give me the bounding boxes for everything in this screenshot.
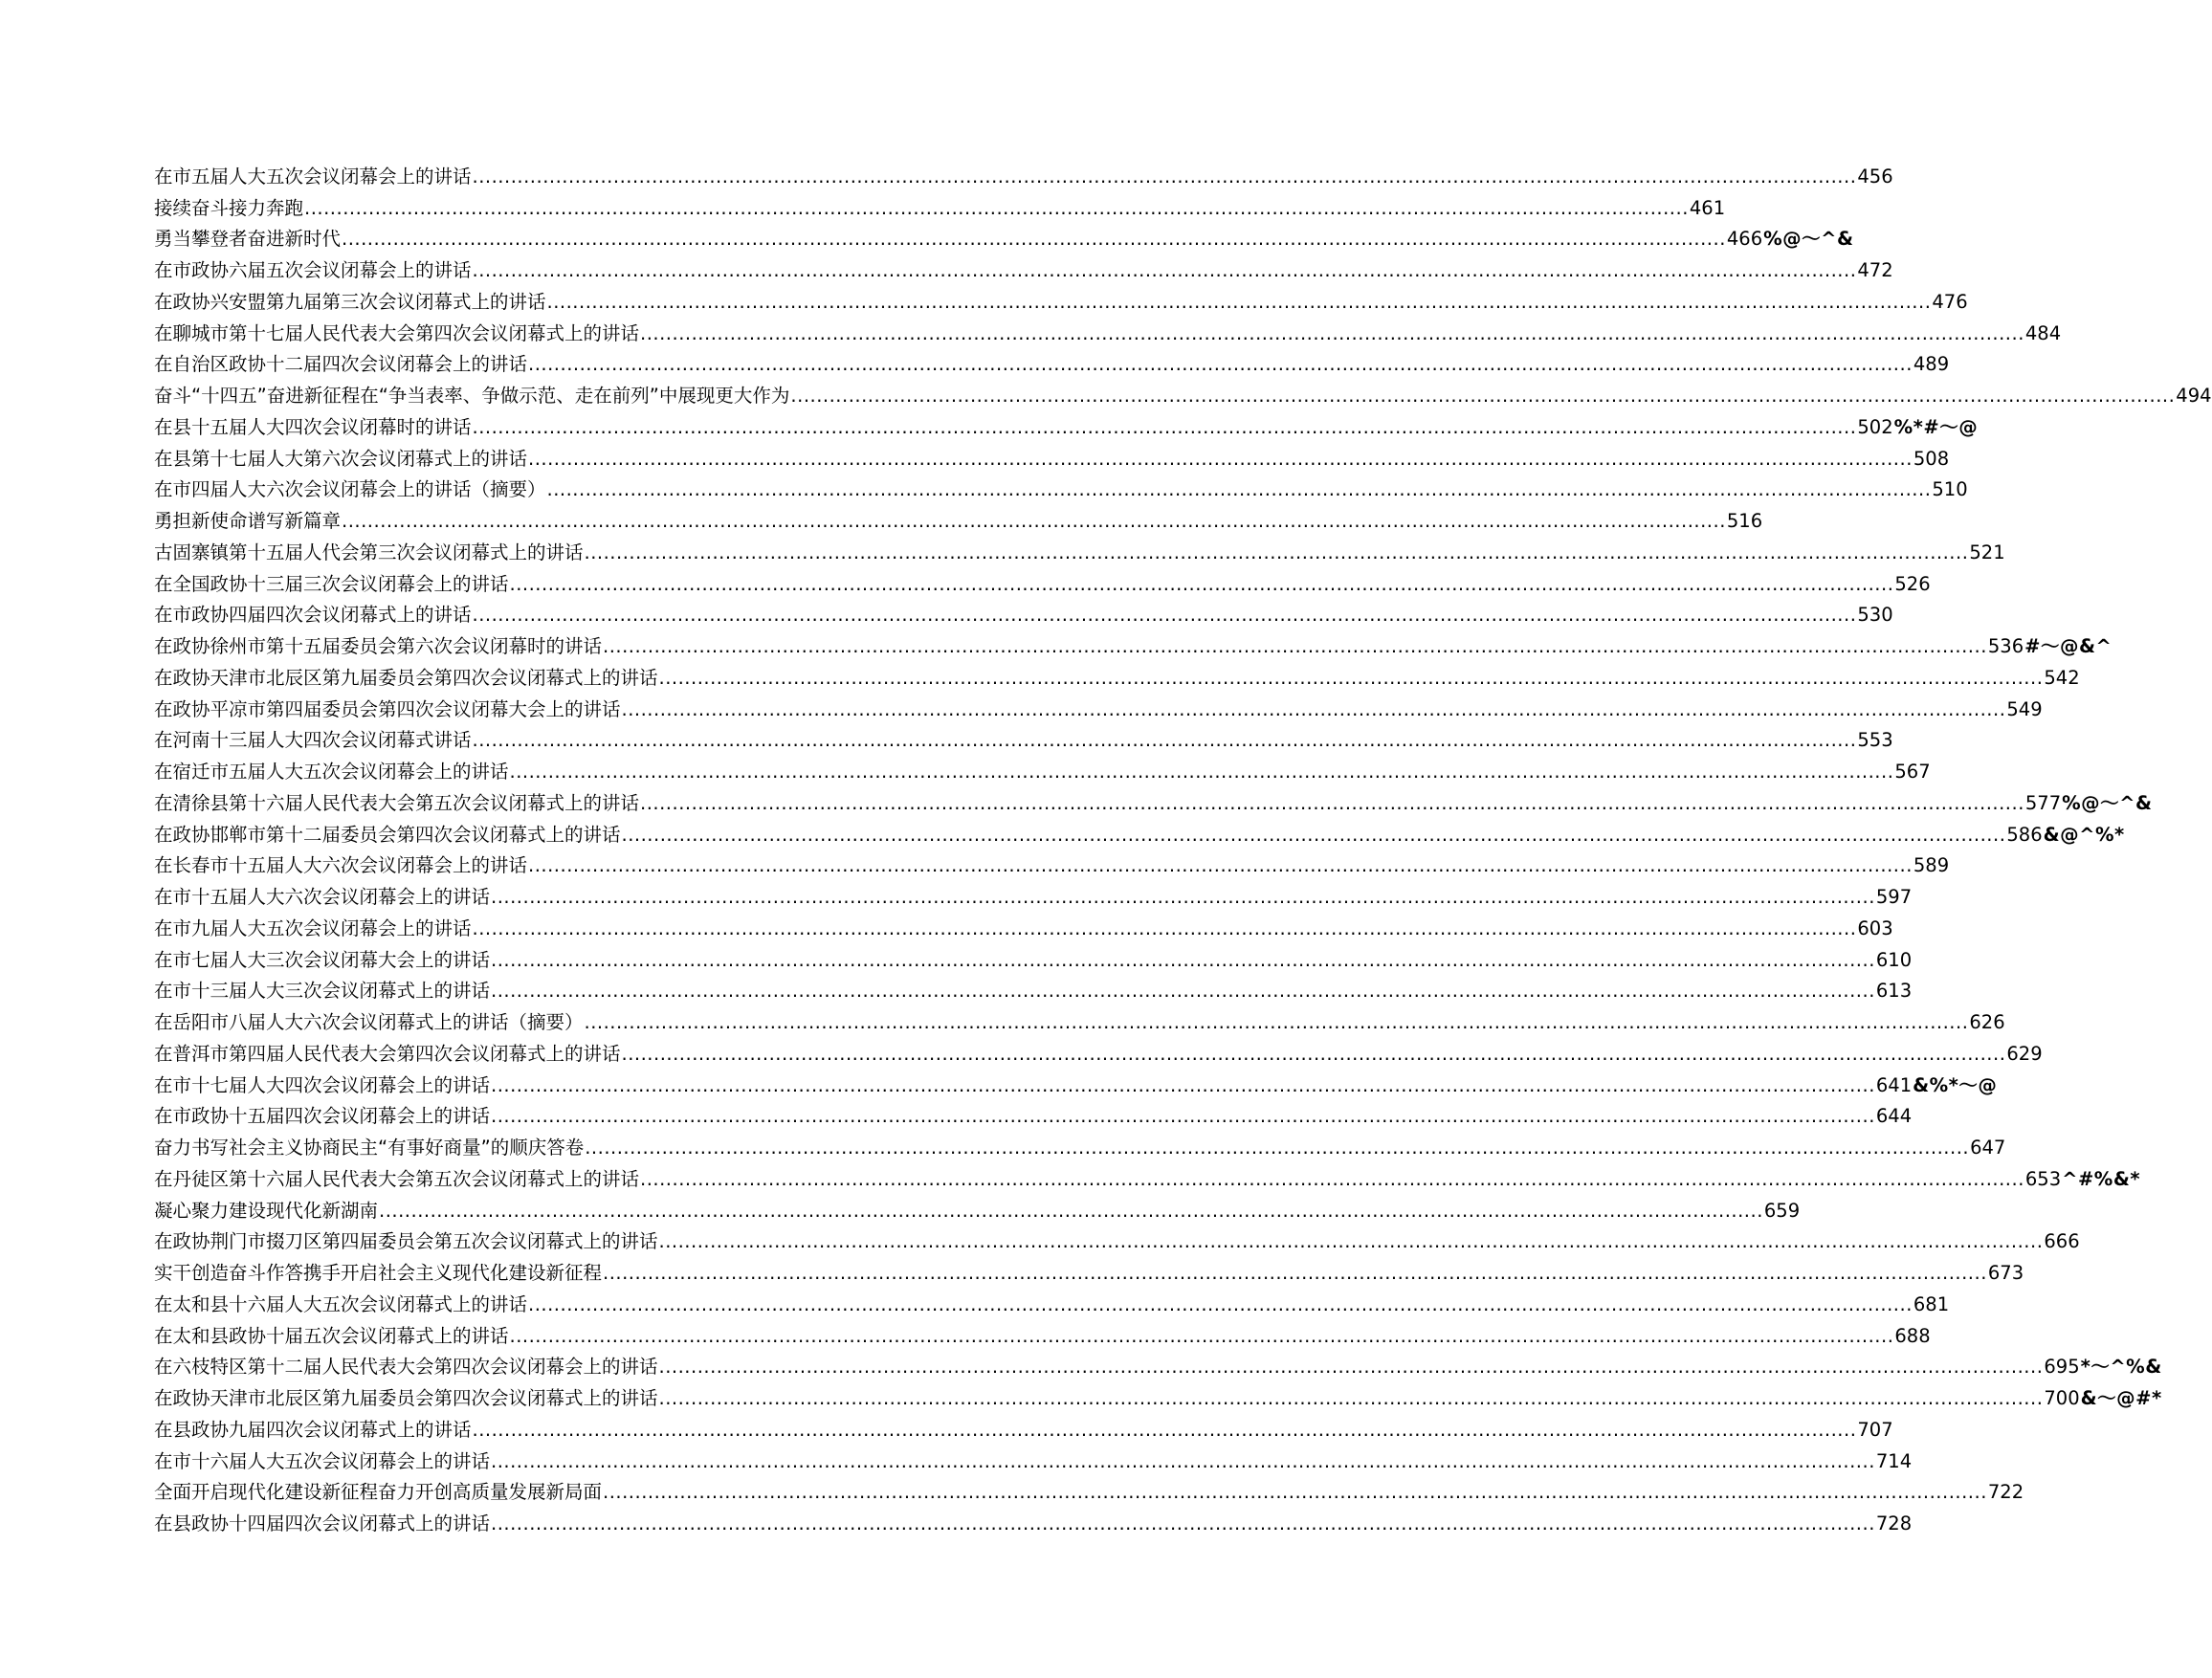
toc-dot-leader: ........................................................................................................................................................................................................................ — [546, 290, 1932, 313]
toc-entry-title: 在政协平凉市第四届委员会第四次会议闭幕大会上的讲话 — [154, 697, 621, 720]
toc-entry-title: 在政协天津市北辰区第九届委员会第四次会议闭幕式上的讲话 — [154, 1387, 658, 1409]
toc-entry[interactable] — [154, 251, 1893, 282]
toc-entry-marker: &@^%* — [2043, 823, 2125, 846]
toc-entry-title: 在普洱市第四届人民代表大会第四次会议闭幕式上的讲话 — [154, 1042, 621, 1065]
toc-entry-title: 奋斗“十四五”奋进新征程在“争当表率、争做示范、走在前列”中展现更大作为 — [154, 385, 790, 407]
toc-entry-title: 在政协徐州市第十五届委员会第六次会议闭幕时的讲话 — [154, 635, 603, 657]
toc-entry-title: 在市十五届人大六次会议闭幕会上的讲话 — [154, 886, 491, 908]
toc-dot-leader: ........................................................................................................................................................................................................................ — [658, 1356, 2044, 1379]
toc-entry-title: 勇担新使命谱写新篇章 — [154, 510, 342, 532]
toc-entry-page-number: 484 — [2024, 321, 2062, 344]
toc-entry[interactable] — [154, 1128, 2006, 1159]
toc-entry-page-number: 673 — [1987, 1262, 2024, 1284]
toc-entry-page-number: 508 — [1913, 447, 1950, 470]
toc-entry[interactable] — [154, 909, 1893, 940]
toc-entry-title: 在市政协四届四次会议闭幕式上的讲话 — [154, 604, 472, 627]
toc-entry-title: 在聊城市第十七届人民代表大会第四次会议闭幕式上的讲话 — [154, 321, 640, 344]
toc-dot-leader: ........................................................................................................................................................................................................................ — [342, 228, 1726, 251]
toc-entry[interactable] — [154, 721, 1893, 753]
toc-entry-title: 在宿迁市五届人大五次会议闭幕会上的讲话 — [154, 761, 509, 783]
table-of-contents — [154, 157, 2212, 1535]
toc-entry[interactable] — [154, 1066, 1998, 1097]
toc-entry-marker: %@～^& — [1763, 228, 1854, 251]
toc-dot-leader: ........................................................................................................................................................................................................................ — [640, 1167, 2024, 1190]
toc-dot-leader: ........................................................................................................................................................................................................................ — [491, 1073, 1875, 1096]
toc-entry[interactable] — [154, 157, 1893, 188]
toc-entry[interactable] — [154, 376, 2212, 408]
toc-entry-page-number: 536 — [1987, 635, 2024, 657]
toc-entry-title: 在市五届人大五次会议闭幕会上的讲话 — [154, 165, 472, 188]
toc-entry-title: 在六枝特区第十二届人民代表大会第四次会议闭幕会上的讲话 — [154, 1356, 658, 1379]
toc-entry[interactable] — [154, 784, 2153, 815]
toc-dot-leader: ........................................................................................................................................................................................................................ — [658, 666, 2044, 689]
toc-entry-title: 在市七届人大三次会议闭幕大会上的讲话 — [154, 948, 491, 971]
toc-entry[interactable] — [154, 1034, 2043, 1066]
toc-entry-page-number: 695 — [2044, 1356, 2080, 1379]
toc-entry-title: 在全国政协十三届三次会议闭幕会上的讲话 — [154, 572, 509, 595]
toc-dot-leader: ........................................................................................................................................................................................................................ — [584, 1011, 1969, 1033]
toc-dot-leader: ........................................................................................................................................................................................................................ — [528, 353, 1913, 376]
toc-entry-title: 勇当攀登者奋进新时代 — [154, 228, 342, 251]
toc-entry[interactable] — [154, 220, 1854, 252]
toc-entry-title: 在市十六届人大五次会议闭幕会上的讲话 — [154, 1449, 491, 1472]
toc-entry-title: 在市四届人大六次会议闭幕会上的讲话（摘要） — [154, 478, 546, 501]
toc-dot-leader: ........................................................................................................................................................................................................................ — [528, 1292, 1913, 1315]
toc-entry-title: 在市政协十五届四次会议闭幕会上的讲话 — [154, 1105, 491, 1128]
toc-entry[interactable] — [154, 533, 2005, 564]
toc-entry-marker: *～^%& — [2080, 1356, 2162, 1379]
toc-entry[interactable] — [154, 564, 1931, 596]
toc-entry-page-number: 666 — [2044, 1230, 2080, 1253]
toc-entry-title: 在自治区政协十二届四次会议闭幕会上的讲话 — [154, 353, 528, 376]
toc-entry-title: 在清徐县第十六届人民代表大会第五次会议闭幕式上的讲话 — [154, 791, 640, 814]
toc-entry-title: 在市十七届人大四次会议闭幕会上的讲话 — [154, 1073, 491, 1096]
toc-entry[interactable] — [154, 1285, 1950, 1316]
toc-entry-title: 在丹徒区第十六届人民代表大会第五次会议闭幕式上的讲话 — [154, 1167, 640, 1190]
toc-dot-leader: ........................................................................................................................................................................................................................ — [621, 697, 2006, 720]
toc-entry-page-number: 510 — [1932, 478, 1968, 501]
toc-entry[interactable] — [154, 877, 1913, 909]
toc-entry-title: 在长春市十五届人大六次会议闭幕会上的讲话 — [154, 854, 528, 877]
toc-dot-leader: ........................................................................................................................................................................................................................ — [621, 823, 2006, 846]
toc-entry[interactable] — [154, 1003, 2005, 1034]
toc-entry-page-number: 728 — [1875, 1512, 1913, 1534]
toc-dot-leader: ........................................................................................................................................................................................................................ — [379, 1199, 1763, 1222]
toc-entry-page-number: 603 — [1857, 916, 1893, 939]
toc-entry-title: 在县政协十四届四次会议闭幕式上的讲话 — [154, 1512, 491, 1534]
toc-dot-leader: ........................................................................................................................................................................................................................ — [509, 572, 1894, 595]
toc-entry-title: 在河南十三届人大四次会议闭幕式讲话 — [154, 729, 472, 752]
toc-entry[interactable] — [154, 658, 2080, 690]
toc-entry-page-number: 644 — [1875, 1105, 1913, 1128]
toc-entry[interactable] — [154, 1348, 2162, 1380]
toc-entry-title: 在政协天津市北辰区第九届委员会第四次会议闭幕式上的讲话 — [154, 666, 658, 689]
toc-entry-page-number: 722 — [1987, 1481, 2024, 1504]
toc-dot-leader: ........................................................................................................................................................................................................................ — [472, 165, 1857, 188]
toc-dot-leader: ........................................................................................................................................................................................................................ — [640, 791, 2024, 814]
toc-entry-page-number: 466 — [1726, 228, 1763, 251]
toc-dot-leader: ........................................................................................................................................................................................................................ — [658, 1230, 2044, 1253]
toc-entry-page-number: 653 — [2024, 1167, 2062, 1190]
toc-entry-page-number: 553 — [1857, 729, 1893, 752]
toc-entry-page-number: 586 — [2006, 823, 2043, 846]
toc-dot-leader: ........................................................................................................................................................................................................................ — [472, 1418, 1857, 1441]
toc-entry-title: 奋力书写社会主义协商民主“有事好商量”的顺庆答卷 — [154, 1137, 585, 1159]
toc-dot-leader: ........................................................................................................................................................................................................................ — [491, 980, 1875, 1003]
toc-dot-leader: ........................................................................................................................................................................................................................ — [528, 854, 1913, 877]
toc-entry-marker: ^#%&* — [2062, 1167, 2141, 1190]
toc-entry-title: 在政协荆门市掇刀区第四届委员会第五次会议闭幕式上的讲话 — [154, 1230, 658, 1253]
toc-entry-marker: %@～^& — [2062, 791, 2153, 814]
toc-entry-title: 接续奋斗接力奔跑 — [154, 196, 304, 219]
toc-entry-page-number: 489 — [1913, 353, 1950, 376]
toc-entry[interactable] — [154, 1316, 1931, 1348]
toc-dot-leader: ........................................................................................................................................................................................................................ — [509, 1324, 1894, 1347]
toc-entry[interactable] — [154, 501, 1763, 533]
toc-entry-page-number: 613 — [1875, 980, 1913, 1003]
toc-entry-page-number: 472 — [1857, 259, 1893, 281]
toc-entry-page-number: 567 — [1894, 761, 1931, 783]
toc-entry[interactable] — [154, 188, 1726, 220]
toc-entry[interactable] — [154, 1097, 1913, 1129]
toc-entry-title: 在县十五届人大四次会议闭幕时的讲话 — [154, 415, 472, 438]
toc-entry-title: 在市政协六届五次会议闭幕会上的讲话 — [154, 259, 472, 281]
toc-dot-leader: ........................................................................................................................................................................................................................ — [472, 415, 1857, 438]
toc-entry-page-number: 577 — [2024, 791, 2062, 814]
toc-dot-leader: ........................................................................................................................................................................................................................ — [603, 1262, 1987, 1284]
toc-entry[interactable] — [154, 408, 1979, 439]
toc-entry[interactable] — [154, 282, 1968, 314]
toc-entry-title: 在市九届人大五次会议闭幕会上的讲话 — [154, 916, 472, 939]
toc-entry-title: 在政协邯郸市第十二届委员会第四次会议闭幕式上的讲话 — [154, 823, 621, 846]
toc-entry-page-number: 494 — [2176, 385, 2212, 407]
toc-dot-leader: ........................................................................................................................................................................................................................ — [584, 541, 1969, 563]
toc-entry-page-number: 626 — [1969, 1011, 2005, 1033]
toc-dot-leader: ........................................................................................................................................................................................................................ — [585, 1137, 1970, 1159]
toc-dot-leader: ........................................................................................................................................................................................................................ — [509, 761, 1894, 783]
toc-entry-title: 凝心聚力建设现代化新湖南 — [154, 1199, 379, 1222]
toc-entry-title: 在县第十七届人大第六次会议闭幕式上的讲话 — [154, 447, 528, 470]
toc-dot-leader: ........................................................................................................................................................................................................................ — [603, 1481, 1987, 1504]
toc-dot-leader: ........................................................................................................................................................................................................................ — [472, 916, 1857, 939]
toc-entry[interactable] — [154, 847, 1950, 878]
toc-entry[interactable] — [154, 314, 2062, 345]
toc-dot-leader: ........................................................................................................................................................................................................................ — [472, 259, 1857, 281]
toc-entry-marker: #～@&^ — [2024, 635, 2112, 657]
toc-entry-page-number: 456 — [1857, 165, 1893, 188]
toc-dot-leader: ........................................................................................................................................................................................................................ — [546, 478, 1932, 501]
toc-entry-marker: &～@#* — [2080, 1387, 2162, 1409]
toc-entry-page-number: 629 — [2006, 1042, 2043, 1065]
toc-entry[interactable] — [154, 940, 1913, 972]
toc-dot-leader: ........................................................................................................................................................................................................................ — [658, 1387, 2044, 1409]
toc-entry[interactable] — [154, 596, 1893, 628]
toc-entry[interactable] — [154, 752, 1931, 784]
toc-entry-marker: &%*～@ — [1913, 1073, 1998, 1096]
toc-entry[interactable] — [154, 690, 2043, 721]
toc-entry-page-number: 549 — [2006, 697, 2043, 720]
toc-entry[interactable] — [154, 627, 2112, 658]
toc-entry[interactable] — [154, 815, 2125, 847]
toc-entry[interactable] — [154, 345, 1950, 377]
toc-entry-title: 在太和县政协十届五次会议闭幕式上的讲话 — [154, 1324, 509, 1347]
toc-entry[interactable] — [154, 1473, 2024, 1505]
toc-entry-title: 古固寨镇第十五届人代会第三次会议闭幕式上的讲话 — [154, 541, 584, 563]
toc-entry-page-number: 688 — [1894, 1324, 1931, 1347]
toc-entry-title: 全面开启现代化建设新征程奋力开创高质量发展新局面 — [154, 1481, 603, 1504]
toc-entry-page-number: 542 — [2044, 666, 2080, 689]
toc-entry[interactable] — [154, 1504, 1913, 1535]
toc-entry-title: 在太和县十六届人大五次会议闭幕式上的讲话 — [154, 1292, 528, 1315]
toc-entry-page-number: 647 — [1970, 1137, 2006, 1159]
toc-entry[interactable] — [154, 1410, 1893, 1442]
toc-dot-leader: ........................................................................................................................................................................................................................ — [491, 1449, 1875, 1472]
toc-entry-title: 在县政协九届四次会议闭幕式上的讲话 — [154, 1418, 472, 1441]
toc-entry-title: 在市十三届人大三次会议闭幕式上的讲话 — [154, 980, 491, 1003]
toc-entry-page-number: 530 — [1857, 604, 1893, 627]
toc-entry[interactable] — [154, 1159, 2141, 1191]
toc-dot-leader: ........................................................................................................................................................................................................................ — [621, 1042, 2006, 1065]
toc-entry-page-number: 516 — [1726, 510, 1763, 532]
toc-entry-page-number: 610 — [1875, 948, 1913, 971]
toc-dot-leader: ........................................................................................................................................................................................................................ — [528, 447, 1913, 470]
toc-entry-page-number: 476 — [1932, 290, 1968, 313]
toc-entry[interactable] — [154, 972, 1913, 1004]
toc-entry[interactable] — [154, 1223, 2080, 1254]
toc-entry[interactable] — [154, 1442, 1913, 1473]
toc-entry-page-number: 461 — [1689, 196, 1726, 219]
toc-dot-leader: ........................................................................................................................................................................................................................ — [491, 1512, 1875, 1534]
toc-dot-leader: ........................................................................................................................................................................................................................ — [491, 886, 1875, 908]
toc-entry-marker: %*#～@ — [1893, 415, 1979, 438]
toc-entry[interactable] — [154, 1191, 1801, 1223]
toc-entry[interactable] — [154, 1253, 2024, 1285]
toc-dot-leader: ........................................................................................................................................................................................................................ — [491, 948, 1875, 971]
toc-entry[interactable] — [154, 439, 1950, 471]
toc-entry[interactable] — [154, 1379, 2162, 1410]
toc-entry-page-number: 707 — [1857, 1418, 1893, 1441]
toc-entry-page-number: 526 — [1894, 572, 1931, 595]
toc-dot-leader: ........................................................................................................................................................................................................................ — [790, 385, 2176, 407]
toc-dot-leader: ........................................................................................................................................................................................................................ — [342, 510, 1726, 532]
toc-dot-leader: ........................................................................................................................................................................................................................ — [640, 321, 2024, 344]
toc-dot-leader: ........................................................................................................................................................................................................................ — [304, 196, 1689, 219]
toc-dot-leader: ........................................................................................................................................................................................................................ — [472, 604, 1857, 627]
toc-dot-leader: ........................................................................................................................................................................................................................ — [472, 729, 1857, 752]
toc-entry[interactable] — [154, 471, 1968, 502]
toc-entry-title: 在政协兴安盟第九届第三次会议闭幕式上的讲话 — [154, 290, 546, 313]
toc-entry-title: 实干创造奋斗作答携手开启社会主义现代化建设新征程 — [154, 1262, 603, 1284]
toc-entry-page-number: 659 — [1763, 1199, 1801, 1222]
toc-entry-page-number: 641 — [1875, 1073, 1913, 1096]
toc-entry-page-number: 502 — [1857, 415, 1893, 438]
toc-entry-page-number: 521 — [1969, 541, 2005, 563]
toc-dot-leader: ........................................................................................................................................................................................................................ — [603, 635, 1987, 657]
toc-entry-page-number: 714 — [1875, 1449, 1913, 1472]
toc-entry-page-number: 589 — [1913, 854, 1950, 877]
toc-dot-leader: ........................................................................................................................................................................................................................ — [491, 1105, 1875, 1128]
toc-entry-page-number: 681 — [1913, 1292, 1950, 1315]
toc-entry-page-number: 700 — [2044, 1387, 2080, 1409]
toc-entry-title: 在岳阳市八届人大六次会议闭幕式上的讲话（摘要） — [154, 1011, 584, 1033]
toc-entry-page-number: 597 — [1875, 886, 1913, 908]
